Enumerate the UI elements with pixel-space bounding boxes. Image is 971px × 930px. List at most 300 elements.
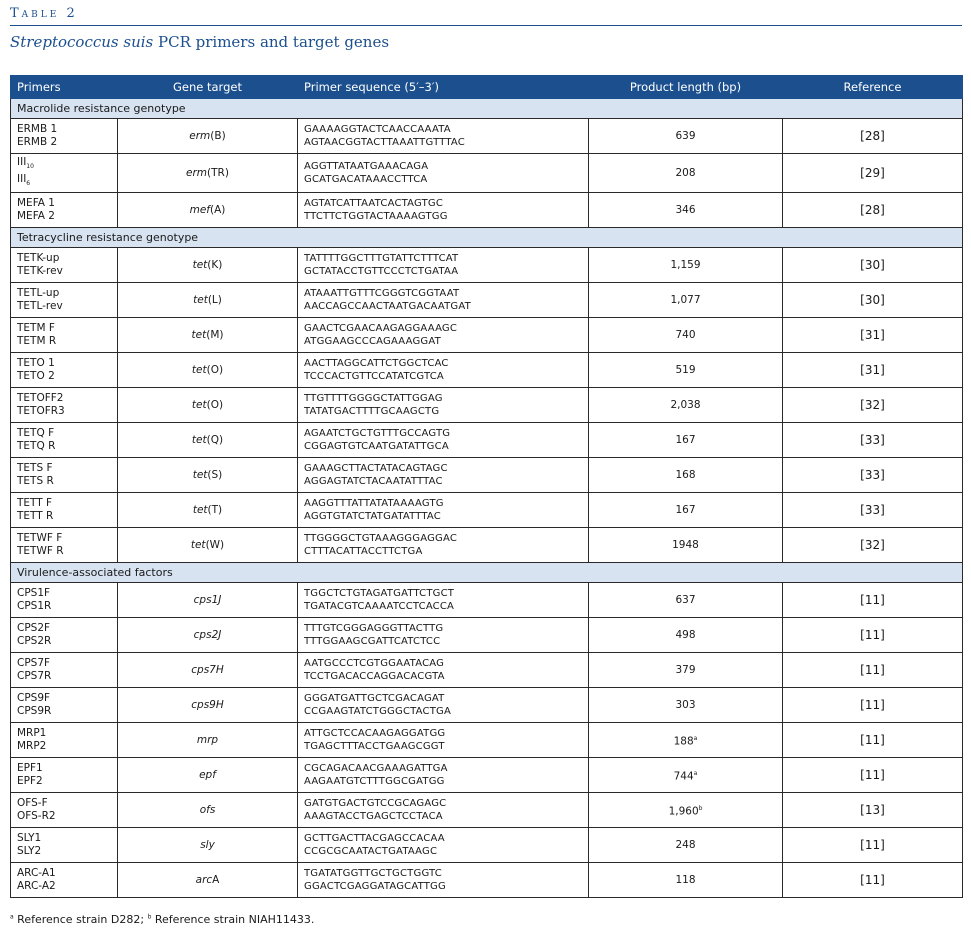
sequence-reverse: AACCAGCCAACTAATGACAATGAT [304, 301, 471, 313]
gene-target [118, 828, 298, 863]
primer-forward [17, 797, 111, 810]
sequence-forward: TATTTTGGCTTTGTATTCTTTCAT [304, 253, 459, 265]
primer-forward [17, 322, 111, 335]
gene-upright: (M) [206, 328, 224, 341]
primer-names [11, 653, 118, 688]
primer-names [11, 493, 118, 528]
product-length-value: 1,159 [670, 258, 701, 271]
header-row [11, 76, 963, 99]
primer-names [11, 828, 118, 863]
primer-forward-name: TETL-up [17, 287, 60, 300]
primer-reverse-name: EPF2 [17, 775, 43, 788]
primer-reverse [17, 335, 111, 348]
primer-reverse-name: OFS-R2 [17, 810, 56, 823]
gene-italic: arc [195, 873, 213, 886]
gene-italic: tet [191, 398, 207, 411]
gene-italic: mrp [196, 733, 219, 746]
table-row [11, 758, 963, 793]
primer-reverse-name: SLY2 [17, 845, 42, 858]
product-length-value: 498 [675, 628, 696, 641]
header-product-length: Product length (bp) [589, 76, 783, 99]
reference: [11] [783, 653, 963, 688]
primer-sequence [298, 828, 589, 863]
reference: [31] [783, 353, 963, 388]
primer-forward-name: CPS1F [17, 587, 51, 600]
sequence-forward: GAAAAGGTACTCAACCAAATA [304, 124, 451, 135]
footnote-b-mark: b [147, 913, 152, 921]
sequence-reverse: TTCTTCTGGTACTAAAAGTGG [304, 211, 448, 223]
gene-upright: (A) [210, 203, 226, 216]
table-row [11, 353, 963, 388]
sequence-reverse: GGACTCGAGGATAGCATTGG [304, 881, 446, 893]
table-row [11, 388, 963, 423]
gene-italic: cps2J [193, 628, 222, 641]
primer-reverse [17, 545, 111, 558]
table-row [11, 423, 963, 458]
sequence-forward: TTTGTCGGGAGGGTTACTTG [304, 623, 444, 635]
primer-forward [17, 832, 111, 845]
primer-reverse [17, 810, 111, 823]
table-row [11, 723, 963, 758]
primer-sequence [298, 583, 589, 618]
product-length-value: 168 [675, 468, 696, 481]
product-length-value: 303 [675, 698, 696, 711]
primer-sequence [298, 119, 589, 154]
reference: [29] [783, 154, 963, 193]
primer-sequence [298, 528, 589, 563]
title-rest: PCR primers and target genes [153, 33, 390, 51]
primer-forward [17, 532, 111, 545]
gene-target [118, 688, 298, 723]
sequence-forward: TTGGGGCTGTAAAGGGAGGAC [304, 533, 458, 545]
primer-forward-name: EPF1 [17, 762, 43, 775]
footnote [10, 913, 314, 926]
gene-target [118, 863, 298, 898]
group-title: Tetracycline resistance genotype [11, 228, 963, 248]
reference: [28] [783, 193, 963, 228]
reference: [32] [783, 528, 963, 563]
gene-upright: (B) [210, 129, 226, 142]
product-length [589, 318, 783, 353]
primer-sequence [298, 318, 589, 353]
gene-target [118, 423, 298, 458]
primer-names [11, 863, 118, 898]
primer-forward [17, 392, 111, 405]
product-length [589, 618, 783, 653]
primer-reverse-name: TETOFR3 [17, 405, 65, 418]
primer-names [11, 193, 118, 228]
primers-table [10, 75, 963, 898]
primer-sequence [298, 618, 589, 653]
product-length [589, 119, 783, 154]
table-row [11, 863, 963, 898]
primer-names [11, 793, 118, 828]
primer-reverse-name: TETQ R [17, 440, 56, 453]
product-length-value: 208 [675, 166, 696, 179]
footnote-a-text: Reference strain D282; [13, 913, 148, 926]
primer-forward [17, 692, 111, 705]
product-length-value: 1,960 [668, 805, 699, 818]
reference: [11] [783, 688, 963, 723]
primer-sequence [298, 388, 589, 423]
primer-sequence [298, 493, 589, 528]
header-primers: Primers [11, 76, 118, 99]
primer-reverse [17, 705, 111, 718]
gene-target [118, 353, 298, 388]
table-body [11, 99, 963, 898]
primer-forward-name: ERMB 1 [17, 123, 58, 135]
group-row [11, 563, 963, 583]
primer-forward [17, 727, 111, 740]
primer-names [11, 388, 118, 423]
gene-italic: erm [186, 166, 208, 179]
primer-reverse-name: MRP2 [17, 740, 47, 753]
product-length-value: 740 [675, 328, 696, 341]
table-row [11, 653, 963, 688]
primer-forward-name: TETM F [17, 322, 55, 335]
gene-italic: epf [199, 768, 216, 781]
sequence-forward: TTGTTTTGGGGCTATTGGAG [304, 393, 443, 405]
primer-reverse-name: III [17, 173, 27, 186]
primer-reverse-name: CPS2R [17, 635, 52, 648]
header-reference: Reference [783, 76, 963, 99]
sequence-reverse: AGGTGTATCTATGATATTTAC [304, 511, 441, 523]
primer-forward-name: III [17, 156, 27, 168]
primer-sequence [298, 793, 589, 828]
primer-forward [17, 123, 111, 136]
primer-reverse-name: MEFA 2 [17, 210, 55, 223]
primer-names [11, 423, 118, 458]
group-title: Virulence-associated factors [11, 563, 963, 583]
product-length [589, 723, 783, 758]
reference: [13] [783, 793, 963, 828]
primer-names [11, 758, 118, 793]
gene-target [118, 388, 298, 423]
primer-sequence [298, 723, 589, 758]
primer-names [11, 248, 118, 283]
caption-rule [10, 25, 962, 26]
sequence-reverse: TATATGACTTTTGCAAGCTG [304, 406, 440, 418]
table-title [10, 33, 389, 51]
gene-italic: erm [189, 129, 211, 142]
product-length [589, 493, 783, 528]
primer-forward-name: CPS9F [17, 692, 51, 705]
primer-reverse [17, 880, 111, 893]
primer-forward [17, 587, 111, 600]
gene-italic: cps1J [193, 593, 222, 606]
primer-names [11, 723, 118, 758]
primer-reverse [17, 635, 111, 648]
gene-target [118, 193, 298, 228]
primer-reverse-name: TETT R [17, 510, 54, 523]
product-length-value: 1948 [672, 538, 699, 551]
sequence-forward: AACTTAGGCATTCTGGCTCAC [304, 358, 449, 370]
primer-sequence [298, 688, 589, 723]
primer-names [11, 154, 118, 193]
primer-forward [17, 357, 111, 370]
sequence-reverse: GCTATACCTGTTCCCTCTGATAA [304, 266, 459, 278]
gene-italic: tet [191, 433, 207, 446]
sequence-reverse: TGATACGTCAAAATCCTCACCA [304, 601, 455, 613]
primer-reverse [17, 210, 111, 223]
sequence-forward: GATGTGACTGTCCGCAGAGC [304, 798, 447, 810]
primer-reverse-name: ARC-A2 [17, 880, 56, 893]
sequence-reverse: TGAGCTTTACCTGAAGCGGT [304, 741, 445, 753]
gene-target [118, 283, 298, 318]
primer-forward-name: TETWF F [17, 532, 63, 545]
primer-forward-name: MEFA 1 [17, 197, 55, 210]
product-length-value: 167 [675, 433, 696, 446]
primer-names [11, 353, 118, 388]
table-row [11, 248, 963, 283]
table-row [11, 688, 963, 723]
primer-reverse-name: CPS9R [17, 705, 52, 718]
primer-forward-name: CPS2F [17, 622, 51, 635]
primer-reverse [17, 265, 111, 278]
primer-reverse [17, 405, 111, 418]
primer-forward [17, 497, 111, 510]
sequence-forward: CGCAGACAACGAAAGATTGA [304, 763, 448, 775]
sequence-forward: GAAAGCTTACTATACAGTAGC [304, 463, 448, 475]
sequence-forward: TGATATGGTTGCTGCTGGTC [304, 868, 442, 880]
gene-italic: cps9H [191, 698, 224, 711]
primer-forward-name: ARC-A1 [17, 867, 56, 880]
sequence-reverse: AAAGTACCTGAGCTCCTACA [304, 811, 443, 823]
gene-upright: (S) [207, 468, 223, 481]
table-row [11, 283, 963, 318]
table-row [11, 493, 963, 528]
table-row [11, 793, 963, 828]
reference: [33] [783, 493, 963, 528]
gene-target [118, 618, 298, 653]
primer-sequence [298, 653, 589, 688]
sequence-reverse: TTTGGAAGCGATTCATCTCC [304, 636, 441, 648]
product-length [589, 193, 783, 228]
gene-target [118, 493, 298, 528]
primer-forward [17, 427, 111, 440]
primer-reverse [17, 475, 111, 488]
gene-upright: (O) [206, 363, 224, 376]
sequence-forward: ATTGCTCCACAAGAGGATGG [304, 728, 446, 740]
product-length-value: 637 [675, 593, 696, 606]
header-primer-sequence: Primer sequence (5′–3′) [298, 76, 589, 99]
table-label: Table 2 [10, 6, 78, 21]
sequence-reverse: ATGGAAGCCCAGAAAGGAT [304, 336, 441, 348]
primer-reverse [17, 670, 111, 683]
product-length-value: 744 [673, 770, 694, 783]
primer-forward-name: TETO 1 [17, 357, 55, 370]
primer-reverse [17, 845, 111, 858]
product-length [589, 828, 783, 863]
primer-sequence [298, 248, 589, 283]
table-row [11, 583, 963, 618]
primer-forward [17, 252, 111, 265]
table-row [11, 193, 963, 228]
gene-upright: (O) [206, 398, 224, 411]
gene-italic: tet [193, 293, 208, 306]
table-row [11, 119, 963, 154]
primer-reverse [17, 510, 111, 523]
primer-names [11, 318, 118, 353]
product-length [589, 528, 783, 563]
sequence-reverse: CCGCGCAATACTGATAAGC [304, 846, 438, 858]
product-length-value: 188 [673, 735, 694, 748]
reference: [33] [783, 458, 963, 493]
gene-target [118, 793, 298, 828]
gene-italic: tet [192, 468, 208, 481]
product-length [589, 458, 783, 493]
primer-reverse [17, 600, 111, 613]
table-row [11, 154, 963, 193]
group-row [11, 99, 963, 119]
primer-names [11, 119, 118, 154]
primer-reverse-sub: 6 [26, 180, 31, 188]
reference: [30] [783, 283, 963, 318]
reference: [11] [783, 618, 963, 653]
primer-reverse [17, 173, 111, 190]
sequence-reverse: AGGAGTATCTACAATATTTAC [304, 476, 443, 488]
product-length [589, 863, 783, 898]
primer-forward [17, 622, 111, 635]
gene-italic: cps7H [191, 663, 224, 676]
primer-names [11, 618, 118, 653]
product-length-value: 519 [675, 363, 696, 376]
primer-forward [17, 762, 111, 775]
reference: [11] [783, 723, 963, 758]
gene-upright: (W) [205, 538, 225, 551]
primer-forward-name: TETOFF2 [17, 392, 64, 405]
primer-names [11, 583, 118, 618]
primer-forward-name: OFS-F [17, 797, 48, 810]
sequence-forward: ATAAATTGTTTCGGGTCGGTAAT [304, 288, 460, 300]
gene-target [118, 758, 298, 793]
product-length [589, 154, 783, 193]
reference: [11] [783, 863, 963, 898]
sequence-forward: GCTTGACTTACGAGCCACAA [304, 833, 445, 845]
primer-reverse [17, 300, 111, 313]
primer-names [11, 283, 118, 318]
primer-forward [17, 657, 111, 670]
primer-sequence [298, 458, 589, 493]
primer-sequence [298, 423, 589, 458]
product-length [589, 283, 783, 318]
reference: [33] [783, 423, 963, 458]
sequence-forward: AGAATCTGCTGTTTGCCAGTG [304, 428, 451, 440]
reference: [31] [783, 318, 963, 353]
sequence-reverse: CCGAAGTATCTGGGCTACTGA [304, 706, 452, 718]
primer-reverse-name: TETO 2 [17, 370, 55, 383]
gene-upright: (TR) [207, 166, 229, 179]
group-title: Macrolide resistance genotype [11, 99, 963, 119]
primer-forward [17, 197, 111, 210]
product-length [589, 423, 783, 458]
reference: [32] [783, 388, 963, 423]
gene-target [118, 653, 298, 688]
group-row [11, 228, 963, 248]
footnote-a-mark: a [10, 913, 14, 921]
title-species: Streptococcus suis [10, 33, 154, 51]
sequence-forward: GAACTCGAACAAGAGGAAAGC [304, 323, 458, 335]
gene-target [118, 528, 298, 563]
product-length [589, 688, 783, 723]
gene-target [118, 583, 298, 618]
product-length-value: 248 [675, 838, 696, 851]
gene-upright: (K) [207, 258, 223, 271]
sequence-forward: AATGCCCTCGTGGAATACAG [304, 658, 445, 670]
product-length-note: a [693, 734, 698, 742]
table-row [11, 828, 963, 863]
primer-sequence [298, 283, 589, 318]
primer-forward-name: TETK-up [17, 252, 60, 265]
reference: [11] [783, 828, 963, 863]
primer-reverse [17, 440, 111, 453]
primer-forward-name: TETS F [17, 462, 53, 475]
product-length-value: 167 [675, 503, 696, 516]
product-length [589, 583, 783, 618]
header-gene-target: Gene target [118, 76, 298, 99]
sequence-reverse: AGTAACGGTACTTAAATTGTTTAC [304, 137, 465, 148]
primer-sequence [298, 154, 589, 193]
sequence-forward: AAGGTTTATTATATAAAAGTG [304, 498, 444, 510]
sequence-reverse: TCCCACTGTTCCATATCGTCA [304, 371, 444, 383]
gene-italic: tet [191, 328, 207, 341]
product-length-value: 2,038 [670, 398, 701, 411]
sequence-forward: GGGATGATTGCTCGACAGAT [304, 693, 445, 705]
sequence-forward: AGGTTATAATGAAACAGA [304, 161, 429, 173]
primer-forward [17, 287, 111, 300]
primer-reverse-name: CPS7R [17, 670, 52, 683]
primer-forward-name: TETQ F [17, 427, 55, 440]
primer-forward-name: MRP1 [17, 727, 47, 740]
gene-italic: ofs [199, 803, 216, 816]
primer-reverse-name: ERMB 2 [17, 136, 58, 148]
gene-italic: mef [189, 203, 210, 216]
product-length-value: 118 [675, 873, 696, 886]
primer-reverse-name: CPS1R [17, 600, 52, 613]
sequence-forward: AGTATCATTAATCACTAGTGC [304, 198, 444, 210]
table-row [11, 318, 963, 353]
product-length [589, 793, 783, 828]
product-length-note: a [693, 769, 698, 777]
primer-sequence [298, 353, 589, 388]
primer-forward-name: SLY1 [17, 832, 42, 845]
primer-reverse-name: TETK-rev [17, 265, 63, 278]
sequence-reverse: CGGAGTGTCAATGATATTGCA [304, 441, 449, 453]
reference: [30] [783, 248, 963, 283]
primer-sequence [298, 758, 589, 793]
sequence-forward: TGGCTCTGTAGATGATTCTGCT [304, 588, 455, 600]
sequence-reverse: CTTTACATTACCTTCTGA [304, 546, 423, 558]
gene-italic: tet [191, 363, 207, 376]
primer-reverse-name: TETS R [17, 475, 54, 488]
gene-target [118, 248, 298, 283]
gene-target [118, 154, 298, 193]
primer-reverse [17, 740, 111, 753]
gene-upright: (Q) [206, 433, 224, 446]
primer-names [11, 688, 118, 723]
product-length-value: 639 [675, 129, 696, 142]
gene-upright: (L) [207, 293, 222, 306]
gene-upright: (T) [207, 503, 223, 516]
primer-reverse [17, 775, 111, 788]
reference: [28] [783, 119, 963, 154]
gene-target [118, 458, 298, 493]
product-length-value: 346 [675, 203, 696, 216]
gene-upright: A [212, 873, 220, 886]
primer-reverse-name: TETL-rev [17, 300, 63, 313]
primer-forward [17, 156, 111, 173]
primer-names [11, 458, 118, 493]
